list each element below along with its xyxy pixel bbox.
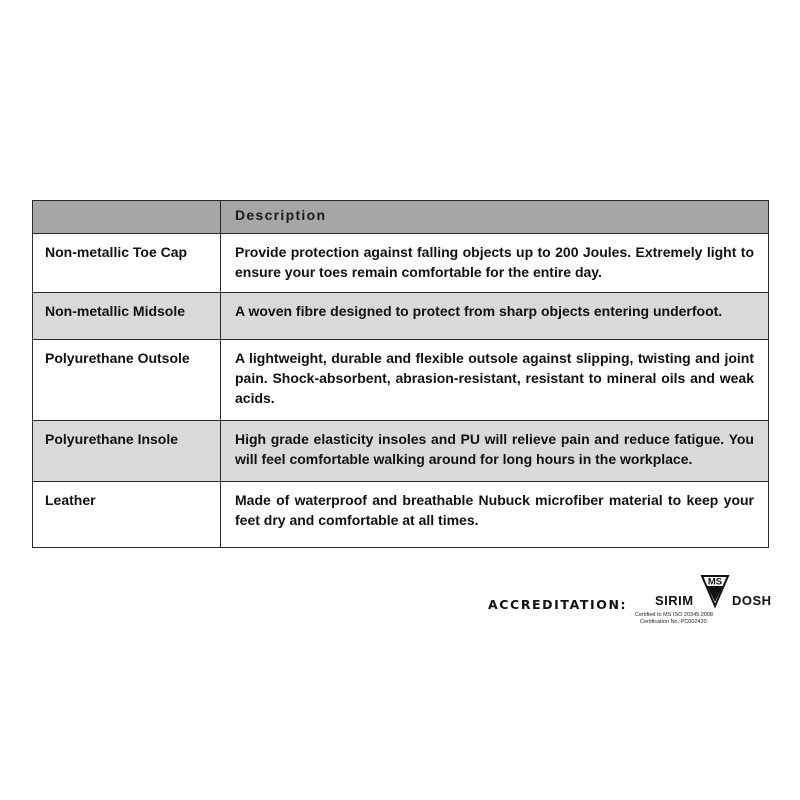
component-name: Leather	[33, 482, 221, 548]
table-row	[33, 293, 769, 340]
component-description: A lightweight, durable and flexible outsole against slipping, twisting and joint pain. Shock-absorbent, abrasion-resistant, resistant to mineral oils and weak acids.	[221, 340, 769, 421]
certification-number-text: Certification No.:PC002430	[640, 619, 707, 625]
ms-mark-text: MS	[707, 576, 723, 588]
component-name: Polyurethane Insole	[33, 421, 221, 482]
table-row	[33, 340, 769, 421]
component-name: Polyurethane Outsole	[33, 340, 221, 421]
sirim-dosh-certification-logo	[625, 572, 775, 628]
component-description: Provide protection against falling objects up to 200 Joules. Extremely light to ensure your toes remain comfortable for the entire day.	[221, 234, 769, 293]
component-name: Non-metallic Toe Cap	[33, 234, 221, 293]
component-name: Non-metallic Midsole	[33, 293, 221, 340]
sirim-text: SIRIM	[655, 593, 694, 608]
table-header-row	[33, 201, 769, 234]
table-row	[33, 234, 769, 293]
component-description: Made of waterproof and breathable Nubuck microfiber material to keep your feet dry and comfortable at all times.	[221, 482, 769, 548]
specification-table	[32, 200, 769, 548]
accreditation-label: ACCREDITATION:	[488, 597, 628, 612]
table-row	[33, 421, 769, 482]
certification-standard-text: Certified to MS ISO 20345:2008	[635, 612, 713, 618]
ms-mark-icon	[700, 572, 730, 608]
header-name-cell	[33, 201, 221, 234]
component-description: High grade elasticity insoles and PU will relieve pain and reduce fatigue. You will feel comfortable walking around for long hours in the workplace.	[221, 421, 769, 482]
header-description-cell: Description	[221, 201, 769, 234]
accreditation-section	[0, 570, 800, 630]
dosh-text: DOSH	[732, 593, 772, 608]
table-row	[33, 482, 769, 548]
component-description: A woven fibre designed to protect from sharp objects entering underfoot.	[221, 293, 769, 340]
